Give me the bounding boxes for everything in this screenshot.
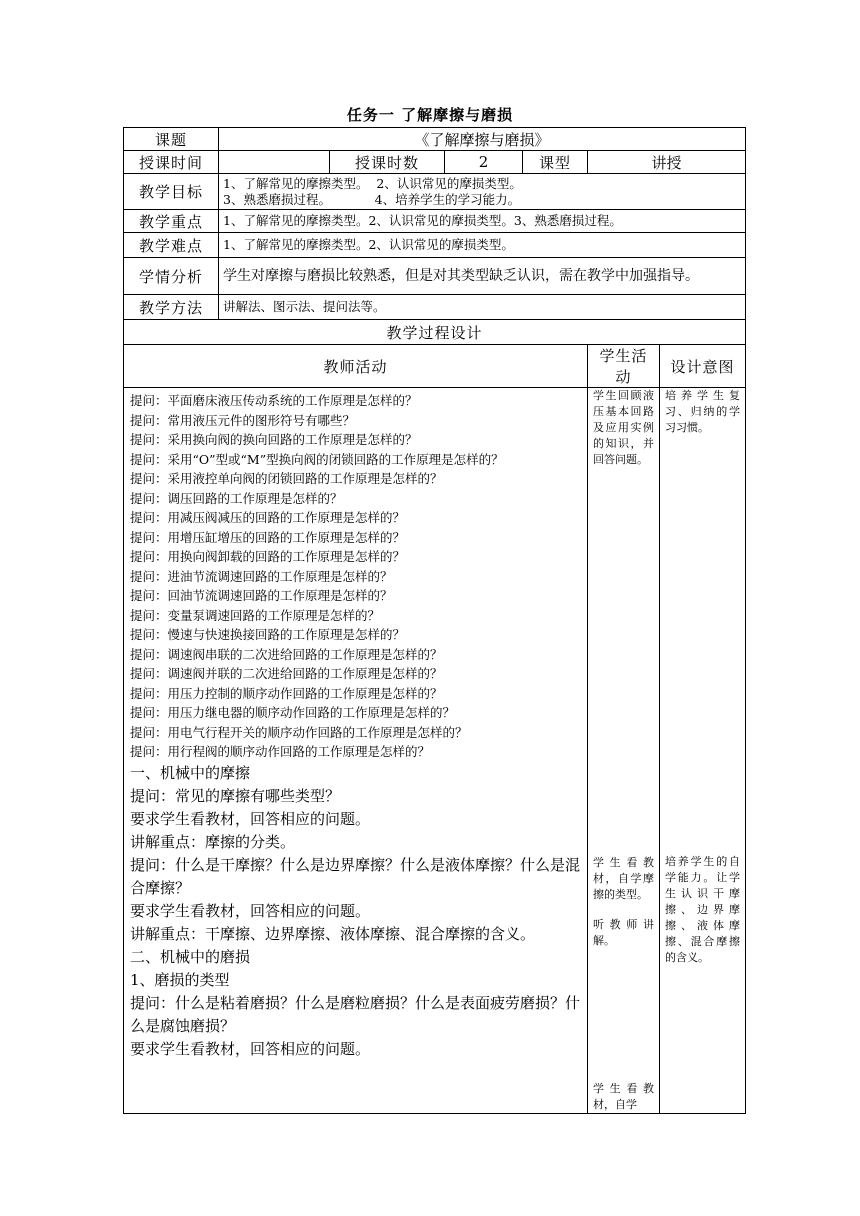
- row-topic: [124, 128, 746, 151]
- teacher-question-line: 提问：调速阀串联的二次进给回路的工作原理是怎样的？: [130, 646, 443, 662]
- student-note: 学生看教材，自学: [593, 1082, 654, 1111]
- teacher-question-line: 提问：用压力继电器的顺序动作回路的工作原理是怎样的？: [130, 705, 456, 720]
- intent-column-header: 设计意图: [660, 345, 746, 388]
- teacher-question-line: 提问：平面磨床液压传动系统的工作原理是怎样的？: [130, 393, 418, 408]
- teacher-question-line: 提问：采用“O”型或“M”型换向阀的闭锁回路的工作原理是怎样的？: [130, 451, 504, 467]
- teacher-question-line: 提问：调压回路的工作原理是怎样的？: [130, 490, 343, 506]
- teacher-activity-cell: [124, 388, 588, 1114]
- design-intent-cell: [660, 388, 746, 1114]
- teacher-activity-line: 要求学生看教材，回答相应的问题。: [130, 1039, 371, 1058]
- key-label: 教学重点: [124, 210, 219, 233]
- row-process-heading: [124, 320, 746, 345]
- key-value: 1、了解常见的摩擦类型。2、认识常见的摩损类型。3、熟悉磨损过程。: [219, 210, 746, 233]
- lesson-plan-table: [123, 127, 746, 1114]
- intent-note: 培养学生复习、归纳的学习习惯。: [665, 389, 741, 434]
- teacher-activity-line: 讲解重点：摩擦的分类。: [130, 832, 296, 851]
- teacher-activity-line: 提问：什么是干摩擦？什么是边界摩擦？什么是液体摩擦？什么是混合摩擦？: [130, 855, 581, 897]
- analysis-label: 学情分析: [124, 258, 219, 295]
- row-process-body: [124, 388, 746, 1114]
- teacher-question-line: 提问：进油节流调速回路的工作原理是怎样的？: [130, 568, 393, 584]
- difficulty-label: 教学难点: [124, 233, 219, 258]
- teacher-question-line: 提问：变量泵调速回路的工作原理是怎样的？: [130, 607, 381, 623]
- teacher-question-line: 提问：采用换向阀的换向回路的工作原理是怎样的？: [130, 432, 418, 447]
- intent-note: 培养学生的自学能力。让学生认识干摩擦、边界摩擦、液体摩擦、混合摩擦的含义。: [665, 855, 741, 964]
- teacher-question-line: 提问：用压力控制的顺序动作回路的工作原理是怎样的？: [130, 685, 443, 701]
- topic-label: 课题: [124, 128, 219, 151]
- teacher-question-line: 提问：调速阀并联的二次进给回路的工作原理是怎样的？: [130, 666, 443, 681]
- difficulty-value: 1、了解常见的摩擦类型。2、认识常见的摩损类型。: [219, 233, 746, 258]
- type-label: 课型: [523, 151, 588, 174]
- student-activity-cell: [588, 388, 660, 1114]
- teacher-column-header: 教师活动: [124, 345, 588, 388]
- teacher-activity-line: 一、机械中的摩擦: [130, 763, 251, 782]
- process-heading: 教学过程设计: [124, 320, 746, 345]
- method-label: 教学方法: [124, 295, 219, 320]
- student-note: 听教师讲解。: [593, 918, 654, 947]
- teacher-question-line: 提问：采用液控单向阀的闭锁回路的工作原理是怎样的？: [130, 471, 443, 486]
- teacher-question-line: 提问：用增压缸增压的回路的工作原理是怎样的？: [130, 529, 406, 545]
- teacher-activity-line: 提问：什么是粘着磨损？什么是磨粒磨损？什么是表面疲劳磨损？什么是腐蚀磨损？: [130, 993, 581, 1035]
- teacher-question-line: 提问：回油节流调速回路的工作原理是怎样的？: [130, 588, 393, 603]
- teacher-question-line: 提问：用电气行程开关的顺序动作回路的工作原理是怎样的？: [130, 724, 468, 740]
- method-value: 讲解法、图示法、提问法等。: [219, 295, 746, 320]
- teacher-question-line: 提问：用行程阀的顺序动作回路的工作原理是怎样的？: [130, 744, 431, 759]
- teacher-question-line: 提问：用换向阀卸载的回路的工作原理是怎样的？: [130, 549, 406, 564]
- teacher-activity-line: 二、机械中的磨损: [130, 947, 251, 966]
- teacher-activity-line: 提问：常见的摩擦有哪些类型？: [130, 786, 341, 805]
- hours-value: 2: [445, 151, 523, 174]
- student-column-header: 学生活动: [588, 345, 660, 388]
- student-note: 学生回顾液压基本回路及应用实例的知识，并回答问题。: [593, 389, 654, 466]
- teacher-activity-line: 要求学生看教材，回答相应的问题。: [130, 901, 371, 920]
- row-goals: [124, 174, 746, 210]
- row-difficulty: [124, 233, 746, 258]
- row-key: [124, 210, 746, 233]
- row-analysis: [124, 258, 746, 295]
- student-note: 学生看教材，自学摩擦的类型。: [593, 856, 654, 901]
- teacher-activity-line: 讲解重点：干摩擦、边界摩擦、液体摩擦、混合摩擦的含义。: [130, 924, 536, 943]
- goals-value: [219, 174, 746, 210]
- analysis-value: 学生对摩擦与磨损比较熟悉，但是对其类型缺乏认识，需在教学中加强指导。: [219, 258, 746, 295]
- goals-label: 教学目标: [124, 174, 219, 210]
- teacher-question-line: 提问：慢速与快速换接回路的工作原理是怎样的？: [130, 627, 406, 642]
- teacher-activity-line: 1、磨损的类型: [130, 970, 230, 989]
- teacher-question-line: 提问：用减压阀减压的回路的工作原理是怎样的？: [130, 510, 406, 525]
- time-value: [219, 151, 330, 174]
- hours-label: 授课时数: [330, 151, 445, 174]
- row-time: [124, 151, 746, 174]
- type-value: 讲授: [588, 151, 746, 174]
- teacher-activity-line: 要求学生看教材，回答相应的问题。: [130, 809, 371, 828]
- page-title: 任务一 了解摩擦与磨损: [346, 106, 514, 124]
- row-process-columns: [124, 345, 746, 388]
- goals-line-2: 3、熟悉磨损过程。 4、培养学生的学习能力。: [223, 191, 521, 207]
- topic-value: 《了解摩擦与磨损》: [219, 128, 746, 151]
- teacher-question-line: 提问：常用液压元件的图形符号有哪些？: [130, 412, 356, 428]
- time-label: 授课时间: [124, 151, 219, 174]
- row-method: [124, 295, 746, 320]
- goals-line-1: 1、了解常见的摩擦类型。 2、认识常见的摩损类型。: [223, 175, 522, 191]
